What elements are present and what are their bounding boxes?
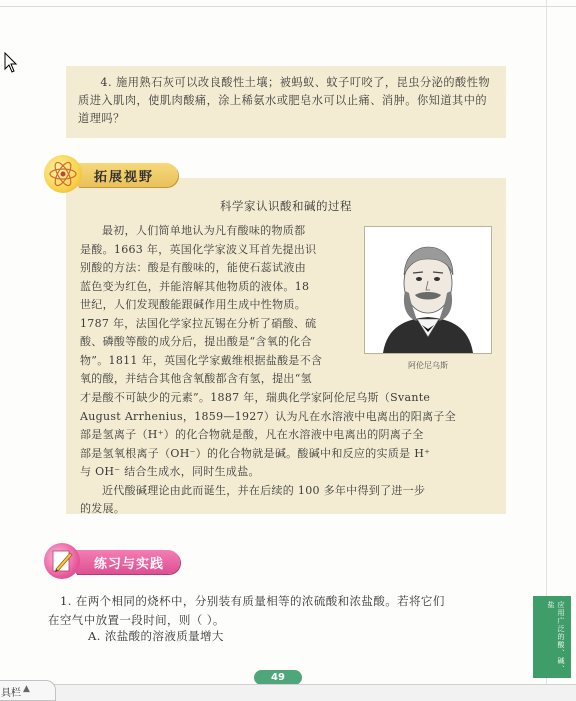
text-line: 才是酸不可缺少的元素”。1887 年，瑞典化学家阿伦尼乌斯（Svante: [80, 391, 431, 404]
text-line: 是酸。1663 年，英国化学家波义耳首先提出识: [80, 242, 317, 256]
text-line: 物”。1811 年，英国化学家戴维根据盐酸是不含: [80, 353, 323, 367]
page-number: 49: [254, 670, 302, 685]
extension-badge-text: 拓展视野: [94, 170, 155, 185]
text-line: 部是氢离子（H⁺）的化合物就是酸，凡在水溶液中电离出的阴离子全: [80, 428, 424, 441]
text-line: 蓝色变为红色，并能溶解其他物质的液体。18: [80, 279, 310, 293]
text-line: 别酸的方法：酸是有酸味的，能使石蕊试液由: [80, 261, 306, 274]
question-1-line: 1. 在两个相同的烧杯中，分别装有质量相等的浓硫酸和浓盐酸。若将它们: [60, 594, 445, 608]
toolbar-toggle-button[interactable]: [0, 680, 56, 701]
question-4-box: [66, 66, 506, 138]
text-line: 部是氢氧根离子（OH⁻）的化合物就是碱。酸碱中和反应的实质是 H⁺: [80, 446, 431, 460]
text-line: 近代酸碱理论由此而诞生，并在后续的 100 多年中得到了进一步: [102, 483, 426, 497]
extension-text-wide: [80, 389, 496, 519]
chapter-side-tab-text: 应用广泛的酸、碱、盐: [547, 601, 565, 673]
extension-text-narrow: [80, 222, 362, 389]
text-line: 氧的酸，并结合其他含氧酸都含有氢，提出“氢: [80, 372, 312, 385]
text-line: 世纪，人们发现酸能跟碱作用生成中性物质。: [80, 298, 306, 311]
practice-badge: [44, 543, 184, 579]
text-line: 与 OH⁻ 结合生成水，同时生成盐。: [80, 465, 260, 478]
practice-badge-text: 练习与实践: [94, 557, 165, 572]
text-line: 的发展。: [80, 502, 126, 515]
extension-badge: [44, 155, 184, 191]
toolbar-toggle-label: 具栏: [1, 688, 21, 699]
pencil-icon: [44, 543, 80, 579]
portrait-caption: 阿伦尼乌斯: [408, 361, 448, 370]
mouse-pointer-icon: [4, 52, 18, 74]
text-line: 最初，人们简单地认为凡有酸味的物质都: [102, 224, 306, 237]
practice-badge-label: [76, 550, 180, 574]
text-line: 酸、磷酸等酸的成分后，提出酸是“含氧的化合: [80, 335, 312, 348]
extension-badge-label: [78, 163, 178, 187]
question-1-line: 在空气中放置一段时间，则（ ）。: [48, 613, 225, 627]
portrait-illustration: [365, 227, 491, 353]
extension-title: 科学家认识酸和碱的过程: [220, 199, 352, 213]
option-a: A. 浓盐酸的溶液质量增大: [88, 629, 224, 643]
atom-icon: [44, 155, 82, 193]
practice-question-1: [48, 592, 518, 630]
chevron-up-icon: ▲: [23, 684, 30, 694]
question-4-text: 4. 施用熟石灰可以改良酸性土壤；被蚂蚁、蚊子叮咬了，昆虫分泌的酸性物质进入肌肉，使肌肉酸痛，涂上稀氨水或肥皂水可以止痛、消肿。你知道其中的道理吗？: [78, 76, 491, 125]
top-border: [0, 6, 576, 7]
text-line: August Arrhenius，1859—1927）认为凡在水溶液中电离出的阳离子全: [80, 409, 456, 423]
arrhenius-portrait: [364, 226, 492, 354]
extension-panel: [66, 178, 506, 514]
viewer-bottom-bar: [0, 684, 576, 701]
text-line: 1787 年，法国化学家拉瓦锡在分析了硝酸、硫: [80, 316, 317, 330]
chapter-side-tab: [533, 596, 571, 678]
